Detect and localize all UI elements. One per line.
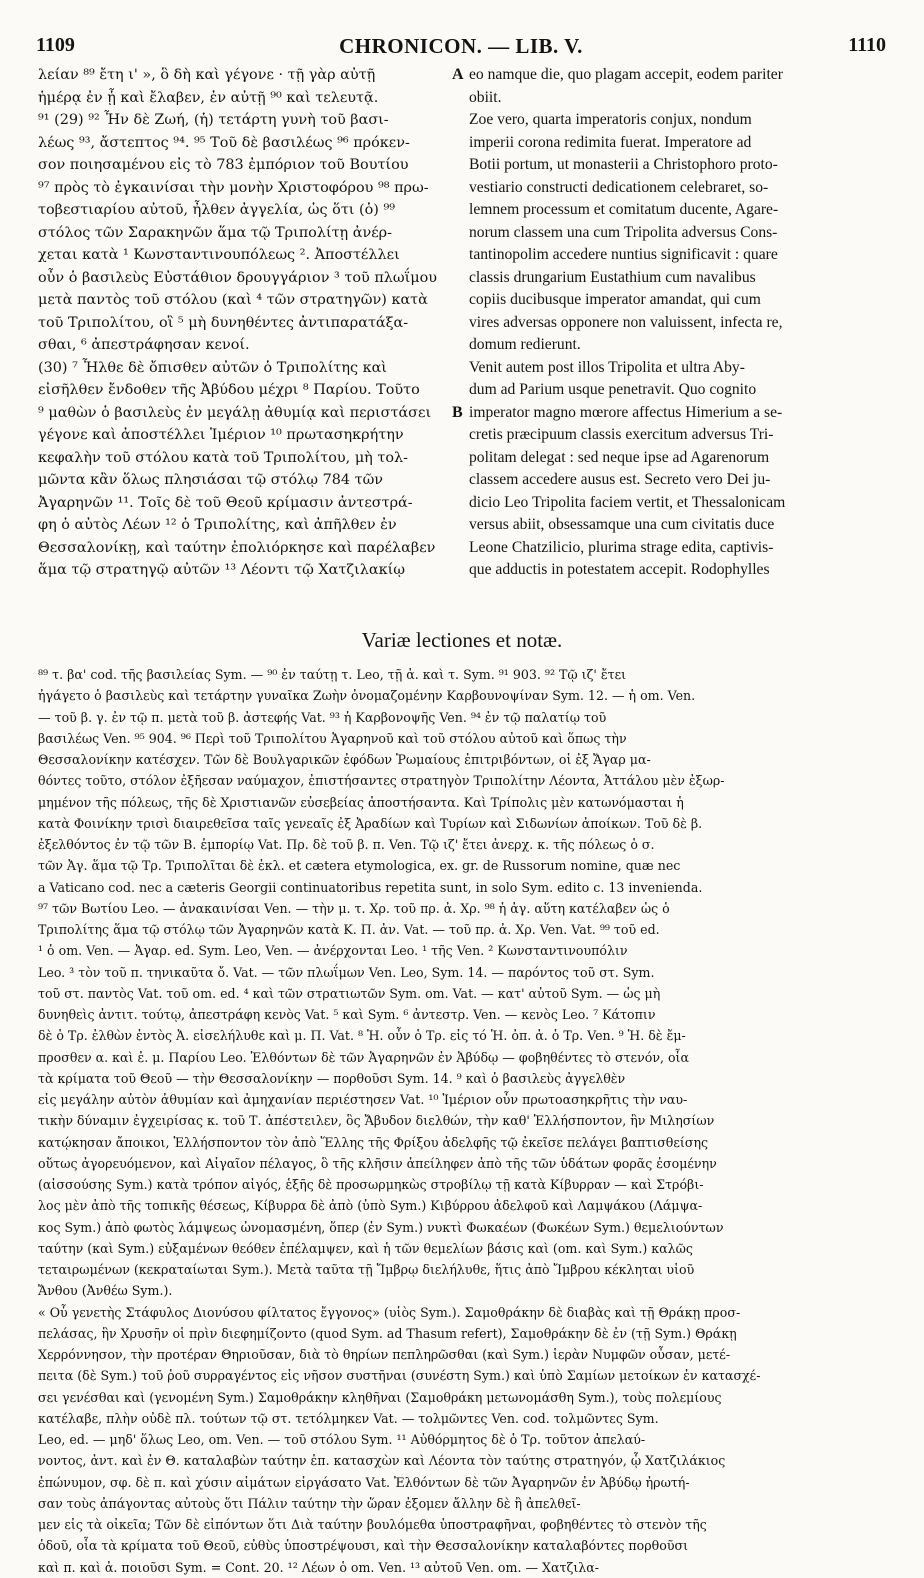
note-line: σει γενέσθαι καὶ (γενομένη Sym.) Σαμοθράκην κληθῆναι (Σαμοθράκη μετωνομάσθη Sym.), τοὺς πολεμίους: [38, 1389, 722, 1405]
note-line: ⁹⁷ τῶν Βωτίου Leo. — ἀνακαινίσαι Ven. — τὴν μ. τ. Χρ. τοῦ πρ. ἀ. Χρ. ⁹⁸ ἡ ἀγ. αὕτη κατέλαβεν ὡς ὁ: [38, 900, 670, 916]
note-line: ταύτην (καὶ Sym.) εὐξαμένων θεόθεν ἐπέλαμψεν, καὶ ἡ τῶν θεμελίων βάσις καὶ (om. καὶ Sym.) καλῶς: [38, 1240, 693, 1256]
note-line: κατὰ Φοινίκην τρισὶ διαιρεθεῖσα ταῖς γενεαῖς ἐξ Ἀραδίων καὶ Τυρίων καὶ Σιδωνίων ἀποίκων. Τοῦ δὲ β.: [38, 815, 703, 831]
latin-text-line: cretis præcipuum classis exercitum adversus Tri-: [469, 426, 774, 443]
greek-text-line: τοῦ Τριπολίτου, οἳ ⁵ μὴ δυνηθέντες ἀντιπαρατάξα-: [38, 314, 409, 331]
note-line: πελάσας, ἣν Χρυσῆν οἱ πρὶν διεφημίζοντο (quod Sym. ad Thasum refert), Σαμοθράκην δὲ ἐν (τῇ Sym.) Θράκῃ: [38, 1325, 737, 1341]
latin-text-line: dicio Leo Tripolita faciem vertit, et Thessalonicam: [469, 493, 786, 511]
latin-text-line: vestiario constructi dedicationem celebraret, so-: [469, 178, 769, 196]
note-line: δυνηθεὶς ἀντιτ. τούτῳ, ἀπεστράφη κενὸς Vat. ⁵ καὶ Sym. ⁶ ἀντεστρ. Ven. — κενὸς Leo. ⁷ Κάτοπιν: [38, 1007, 656, 1022]
note-line: νοντος, ἀντ. καὶ ἐν Θ. καταλαβὼν ταύτην ἐπ. κατασχὼν καὶ Λέοντα τὸν ταύτης στρατηγόν, ᾧ Χατζιλάκιος: [38, 1453, 726, 1469]
note-line: (αἰσσούσης Sym.) κατὰ τρόπον αἰγός, ἑξῆς δὲ προσωρμηκὼς στροβίλῳ τῇ κατὰ Κίβυρραν — καὶ Στρόβι-: [38, 1177, 704, 1192]
section-marker-b: B: [452, 404, 463, 421]
greek-text-line: ⁹⁷ πρὸς τὸ ἐγκαινίσαι τὴν μονὴν Χριστοφόρου ⁹⁸ πρω-: [38, 179, 429, 196]
latin-text-line: Venit autem post illos Tripolita et ultra Aby-: [469, 358, 745, 376]
variant-readings-notes: [38, 664, 890, 1578]
greek-text-line: ⁹ μαθὼν ὁ βασιλεὺς ἐν μεγάλῃ ἀθυμίᾳ καὶ περιστάσει: [38, 404, 432, 421]
latin-text-line: classis drungarium Eustathium cum navalibus: [469, 268, 756, 286]
note-line: ¹ ὁ om. Ven. — Ἀγαρ. ed. Sym. Leo, Ven. — ἀνέρχονται Leo. ¹ τῆς Ven. ² Κωνσταντινουπόλιν: [38, 943, 628, 959]
greek-text-line: στόλος τῶν Σαρακηνῶν ἅμα τῷ Τριπολίτῃ ἀνέρ-: [38, 224, 392, 241]
note-line: τικὴν δύναμιν ἐγχειρίσας κ. τοῦ Τ. ἀπέστειλεν, ὃς Ἄβυδον διελθών, τὴν καθ' Ἑλλήσποντον, ἣν Μιλησίων: [38, 1113, 715, 1129]
greek-text-line: λείαν ⁸⁹ ἔτη ι' », ὃ δὴ καὶ γέγονε · τῇ γὰρ αὐτῇ: [38, 67, 376, 83]
note-line: λος μὲν ἀπὸ τῆς τοπικῆς θέσεως, Κίβυρρα δὲ ἀπὸ (ὑπὸ Sym.) Κιβύρρου ἀδελφοῦ καὶ Λαμψάκου (Λάμψα-: [38, 1198, 703, 1214]
note-line: Τριπολίτης ἅμα τῷ στόλῳ τῶν Ἀγαρηνῶν κατὰ Κ. Π. ἀν. Vat. — τοῦ πρ. ἀ. Χρ. Ven. Vat. ⁹⁹ τοῦ ed.: [38, 922, 660, 937]
latin-text-line: norum classem una cum Tripolita adversus Cons-: [469, 223, 778, 241]
latin-text-line: Leone Chatzilicio, plurima strage edita, captivis-: [469, 538, 774, 556]
note-line: Χερρόννησον, τὴν προτέραν Θηριοῦσαν, διὰ τὸ θηρίων πεπληρῶσθαι (καὶ Sym.) ἱερὰν Νυμφῶν οὖσαν, μετέ-: [38, 1347, 731, 1362]
note-line: ἐπώνυμον, σφ. δὲ π. καὶ χύσιν αἱμάτων εἰργάσατο Vat. Ἐλθόντων δὲ τῶν Ἀγαρηνῶν ἐν Ἀβύδῳ ἠρωτή-: [38, 1474, 690, 1490]
notes-heading: Variæ lectiones et notæ.: [361, 628, 563, 652]
latin-text-line: dum ad Parium usque penetravit. Quo cognito: [469, 381, 757, 398]
latin-text-line: que adductis in potestatem accepit. Rodophylles: [469, 561, 770, 578]
greek-text-line: μῶντα κἂν ὅλως πλησιάσαι τῷ στόλῳ 784 τῶν: [38, 472, 384, 488]
note-line: ἠγάγετο ὁ βασιλεὺς καὶ τετάρτην γυναῖκα Ζωὴν ὀνομαζομένην Καρβουνοψίναν Sym. 12. — ἡ om. Ven.: [38, 688, 696, 704]
latin-text-line: classem accedere ausus est. Secreto vero Dei ju-: [469, 471, 771, 488]
note-line: ἐξελθόντος ἐν τῷ τῶν Β. ἐμπορίῳ Vat. Πρ. δὲ τοῦ β. π. Ven. Τῷ ιζ' ἔτει ἀνερχ. κ. τῆς πόλεως ὁ σ.: [38, 837, 655, 852]
note-line: δὲ ὁ Τρ. ἐλθὼν ἐντὸς Ἀ. εἰσελήλυθε καὶ μ. Π. Vat. ⁸ Ἡ. οὖν ὁ Τρ. εἰς τό Ἡ. ὀπ. ἀ. ὁ Τρ. Ven. ⁹ Ἡ. δὲ ἔμ-: [38, 1028, 686, 1044]
note-line: βασιλέως Ven. ⁹⁵ 904. ⁹⁶ Περὶ τοῦ Τριπολίτου Ἀγαρηνοῦ καὶ τοῦ στόλου αὐτοῦ καὶ ὅπως τὴν: [38, 730, 627, 746]
note-line: ⁸⁹ τ. βα' cod. τῆς βασιλείας Sym. — ⁹⁰ ἐν ταύτῃ τ. Leo, τῇ ἀ. καὶ τ. Sym. ⁹¹ 903. ⁹² Τῷ ιζ' ἔτει: [38, 667, 627, 682]
note-line: οὕτως ἀγορευόμενον, καὶ Αἰγαῖον πέλαγος, ὃ τῆς κλῆσιν ἀπείληφεν ἀπὸ τῆς τῶν ὑδάτων φορᾶς ἐσομένην: [38, 1155, 717, 1171]
note-line: μημένον τῆς πόλεως, τῆς δὲ Χριστιανῶν εὐσεβείας ἀποστήσαντα. Καὶ Τρίπολις μὲν κατωνόμασται ἡ: [38, 794, 684, 810]
note-line: θόντες τοῦτο, στόλον ἐξῆεσαν ναύμαχον, ἐπιστήσαντες στρατηγὸν Τριπολίτην Λέοντα, Ἀττάλου μὲν ἐξωρ-: [38, 773, 725, 789]
latin-text-line: tantinopolim accedere nuntius significavit : quare: [469, 246, 778, 263]
note-line: « Οὗ γενετὴς Στάφυλος Διονύσου φίλτατος ἔγγονος» (υἱὸς Sym.). Σαμοθράκην δὲ διαβὰς καὶ τῇ Θράκῃ προσ-: [38, 1304, 741, 1320]
greek-text-line: μετὰ παντὸς τοῦ στόλου (καὶ ⁴ τῶν στρατηγῶν) κατὰ: [38, 292, 428, 308]
note-line: κατέλαβε, πλὴν οὐδὲ πλ. τούτων τῷ στ. τετόλμηκεν Vat. — τολμῶντες Ven. cod. τολμῶντες Sym.: [38, 1410, 659, 1426]
note-line: πειτα (δὲ Sym.) τοῦ ῥοῦ συρραγέντος εἰς νῆσον συστῆναι (συνέστη Sym.) καὶ ὑπὸ Σαμίων μετοίκων ἐν κατασχέ-: [38, 1368, 761, 1384]
latin-text-line: versus abiit, obsessamque una cum civitatis duce: [469, 516, 775, 533]
note-line: Leo, ed. — μηδ' ὅλως Leo, om. Ven. — τοῦ στόλου Sym. ¹¹ Αὐθόρμητος δὲ ὁ Τρ. τοῦτον ἀπελαύ-: [38, 1432, 646, 1447]
greek-text-line: φη ὁ αὐτὸς Λέων ¹² ὁ Τριπολίτης, καὶ ἀπῆλθεν ἐν: [38, 517, 397, 533]
latin-text-line: vires adversas opponere non valuissent, infecta re,: [469, 313, 783, 331]
latin-text-line: lemnem processum et comitatum ducente, Agare-: [469, 201, 779, 218]
note-line: τῶν Ἀγ. ἅμα τῷ Τρ. Τριπολῖται δὲ ἐκλ. et cætera etymologica, ex. gr. de Russorum nomine, quæ nec: [38, 858, 681, 874]
latin-text-line: eo namque die, quo plagam accepit, eodem pariter: [469, 66, 783, 83]
note-line: Leo. ³ τὸν τοῦ π. τηνικαῦτα ὄ. Vat. — τῶν πλωΐμων Ven. Leo, Sym. 14. — παρόντος τοῦ στ. Sym.: [38, 964, 655, 980]
section-marker-a: A: [452, 66, 464, 83]
latin-text-line: copiis ducibusque imperator amandat, qui cum: [469, 291, 761, 308]
greek-text-line: εἰσῆλθεν ἔνδοθεν τῆς Ἀβύδου μέχρι ⁸ Παρίου. Τοῦτο: [38, 382, 420, 398]
greek-text-line: (30) ⁷ Ἦλθε δὲ ὄπισθεν αὐτῶν ὁ Τριπολίτης καὶ: [38, 359, 387, 376]
greek-text-line: ἅμα τῷ στρατηγῷ αὐτῶν ¹³ Λέοντι τῷ Χατζιλακίῳ: [38, 562, 405, 578]
greek-text-line: τοβεστιαρίου αὐτοῦ, ἦλθεν ἀγγελία, ὡς ὅτι (ὁ) ⁹⁹: [38, 202, 396, 218]
note-line: τεταιρωμένων (κεκραταίωται Sym.). Μετὰ ταῦτα τῇ Ἴμβρῳ διελήλυθε, ἥτις ἀπὸ Ἴμβρου κέκληται υἱοῦ: [38, 1262, 695, 1277]
note-line: Ἄνθου (Ἀνθέω Sym.).: [38, 1283, 173, 1299]
note-line: σαν τοὺς ἀπάγοντας αὐτοὺς ὅτι Πάλιν ταύτην τὴν ὥραν ἐξομεν ἄλλην δὲ ἢ ἀπελθεῖ-: [38, 1495, 581, 1511]
latin-text-line: domum redierunt.: [469, 336, 581, 353]
page-number-left: 1109: [36, 34, 75, 56]
greek-text-line: σον ποιησαμένου εἰς τὸ 783 ἐμπόριον τοῦ Βουτίου: [38, 157, 409, 173]
note-line: κατῴκησαν ἄποικοι, Ἑλλήσποντον τὸν ἀπὸ Ἕλλης τῆς Φρίξου ἀδελφῆς τῷ ἐκεῖσε πελάγει βαπτισθείσης: [38, 1134, 709, 1150]
greek-text-line: Ἀγαρηνῶν ¹¹. Τοῖς δὲ τοῦ Θεοῦ κρίμασιν ἀντεστρά-: [38, 494, 413, 511]
greek-text-line: Θεσσαλονίκῃ, καὶ ταύτην ἐπολιόρκησε καὶ παρέλαβεν: [38, 539, 436, 556]
latin-text-line: Zoe vero, quarta imperatoris conjux, nondum: [469, 111, 752, 128]
latin-text-line: imperator magno mœrore affectus Himerium a se-: [469, 403, 783, 421]
note-line: — τοῦ β. γ. ἐν τῷ π. μετὰ τοῦ β. ἀστεφής Vat. ⁹³ ἡ Καρβονοψῆς Ven. ⁹⁴ ἐν τῷ παλατίῳ τοῦ: [38, 709, 607, 725]
latin-text-line: politam delegat : sed neque ipse ad Agarenorum: [469, 448, 770, 466]
running-header: [36, 34, 886, 64]
note-line: τὰ κρίματα τοῦ Θεοῦ — τὴν Θεσσαλονίκην — πορθοῦσι Sym. 14. ⁹ καὶ ὁ βασιλεὺς ἀγγελθὲν: [38, 1070, 626, 1086]
note-line: ὁδοῦ, οἷα τὰ κρίματα τοῦ Θεοῦ, εὐθὺς ὑποστρέψουσι, καὶ τὴν Θεσσαλονίκην καταλαβόντες πορθοῦσι: [38, 1538, 689, 1554]
greek-text-line: οὖν ὁ βασιλεὺς Εὐστάθιον δρουγγάριον ³ τοῦ πλωΐμου: [38, 269, 438, 286]
greek-text-line: ⁹¹ (29) ⁹² Ἦν δὲ Ζωή, (ἡ) τετάρτη γυνὴ τοῦ βασι-: [38, 112, 389, 128]
greek-text-line: κεφαλὴν τοῦ στόλου κατὰ τοῦ Τριπολίτου, μὴ τολ-: [38, 449, 408, 466]
greek-column: [38, 64, 458, 582]
greek-text-line: λέως ⁹³, ἄστεπτος ⁹⁴. ⁹⁵ Τοῦ δὲ βασιλέως ⁹⁶ πρόκεν-: [38, 134, 410, 151]
note-line: κος Sym.) ἀπὸ φωτὸς λάμψεως ὠνομασμένη, ὅπερ (ἐν Sym.) νυκτὶ Φωκαέων (Φωκέων Sym.) θεμελιούντων: [38, 1219, 724, 1235]
latin-text-line: Botii portum, ut monasterii a Christophoro proto-: [469, 156, 778, 173]
greek-text-line: ἡμέρᾳ ἐν ᾗ καὶ ἔλαβεν, ἐν αὐτῇ ⁹⁰ καὶ τελευτᾷ.: [38, 89, 379, 106]
latin-text-line: imperii corona redimita fuerat. Imperatore ad: [469, 133, 752, 151]
note-line: προσθεν α. καὶ ἐ. μ. Παρίου Leo. Ἐλθόντων δὲ τῶν Ἀγαρηνῶν ἐν Ἀβύδῳ — φοβηθέντες τὸ στενόν, οἷα: [38, 1049, 690, 1065]
note-line: a Vaticano cod. nec a cæteris Georgii continuatoribus repetita sunt, in solo Sym. edito c. 13 invenienda.: [38, 879, 703, 895]
note-line: Θεσσαλονίκην κατέσχεν. Τῶν δὲ Βουλγαρικῶν ἐφόδων Ῥωμαίους ἐπιτριβόντων, οἱ ἐξ Ἄγαρ μα-: [38, 752, 651, 767]
note-line: μεν εἰς τὰ οἰκεῖα; Τῶν δὲ εἰπόντων ὅτι Διὰ ταύτην βουλόμεθα ὑποστραφῆναι, φοβηθέντες τὸ στενὸν τῆς: [38, 1517, 707, 1532]
latin-text-line: obiit.: [469, 88, 502, 106]
running-title: CHRONICON. — LIB. V.: [339, 34, 583, 58]
greek-text-line: γέγονε καὶ ἀποστέλλει Ἱμέριον ¹⁰ πρωτασηκρήτην: [38, 427, 404, 443]
note-line: καὶ π. καὶ ἀ. ποιοῦσι Sym. = Cont. 20. ¹² Λέων ὁ om. Ven. ¹³ αὐτοῦ Ven. om. — Χατζιλα-: [38, 1559, 599, 1575]
latin-column: [469, 64, 890, 582]
note-line: εἰς μεγάλην αὐτὸν ἀθυμίαν καὶ ἀμηχανίαν περιέστησεν Vat. ¹⁰ Ἱμέριον οὖν πρωτοασηκρῆτις τὴν ναυ-: [38, 1092, 688, 1107]
greek-text-line: σθαι, ⁶ ἀπεστράφησαν κενοί.: [38, 337, 250, 353]
page-number-right: 1110: [848, 34, 886, 56]
note-line: τοῦ στ. παντὸς Vat. τοῦ om. ed. ⁴ καὶ τῶν στρατιωτῶν Sym. om. Vat. — κατ' αὐτοῦ Sym. — ὡς μὴ: [38, 985, 661, 1001]
greek-text-line: χεται κατὰ ¹ Κωνσταντινουπόλεως ². Ἀποστέλλει: [38, 247, 400, 263]
main-text: [38, 64, 888, 620]
